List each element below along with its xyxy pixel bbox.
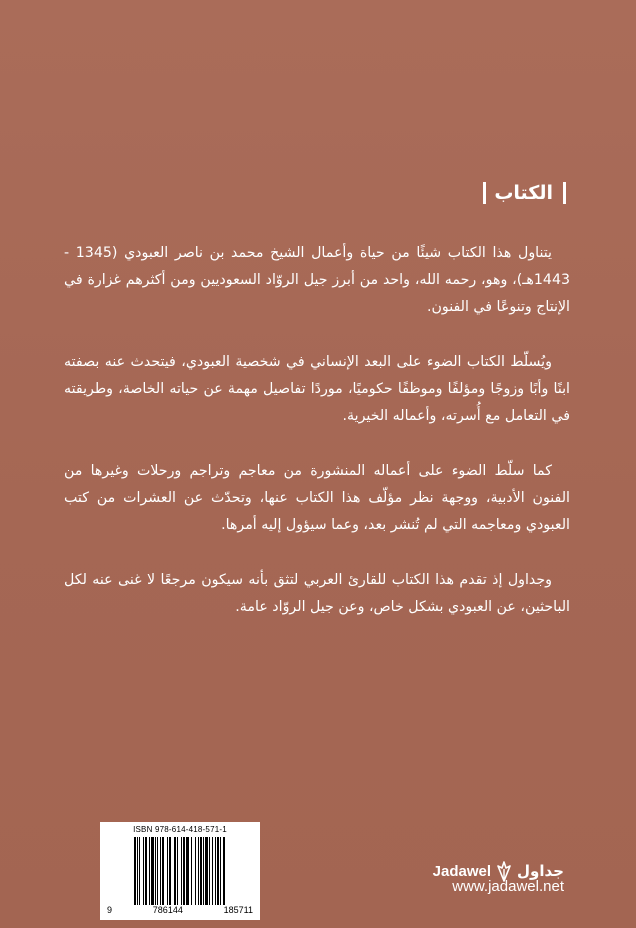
isbn-label: ISBN 978-614-418-571-1	[133, 825, 227, 834]
barcode-bar	[225, 837, 226, 905]
paragraph-2: ويُسلّط الكتاب الضوء على البعد الإنساني في شخصية العبودي، فيتحدث عنه بصفته ابنًا وأبًا وزوجًا ومؤلفًا وموظفًا حكوميًا، موردًا تفاصيل مهمة عن حياته الخاصة، وطريقته في التعامل مع أُسرته، وأعماله الخيرية.	[64, 354, 570, 424]
publisher-name-arabic: جداول	[517, 862, 564, 880]
heading-bar-left	[483, 182, 486, 204]
barcode-digits	[105, 905, 255, 916]
isbn-barcode	[100, 822, 260, 920]
section-heading	[483, 182, 566, 204]
publisher-website: www.jadawel.net	[452, 878, 564, 895]
heading-title: الكتاب	[494, 182, 553, 204]
barcode-bars	[105, 837, 255, 905]
paragraph-4: وجداول إذ تقدم هذا الكتاب للقارئ العربي لتثق بأنه سيكون مرجعًا لا غنى عنه لكل الباحثين، عن العبودي بشكل خاص، وعن جيل الروّاد عامة.	[64, 572, 570, 615]
barcode-digit-lead: 9	[107, 905, 113, 915]
paragraph-3: كما سلّط الضوء على أعماله المنشورة من معاجم وتراجم ورحلات وغيرها من الفنون الأدبية، ووجهة نظر مؤلّف هذا الكتاب عنها، وتحدّث عن العشرات من كتب العبودي ومعاجمه التي لم تُنشر بعد، وعما سيؤول إليه أمرها.	[64, 463, 570, 533]
barcode-digit-group-1: 786144	[152, 905, 183, 915]
heading-bar-right	[563, 182, 566, 204]
description-text	[64, 240, 570, 649]
barcode-digit-group-2: 185711	[223, 905, 253, 915]
publisher-name-latin: Jadawel	[432, 862, 492, 880]
paragraph-1: يتناول هذا الكتاب شيئًا من حياة وأعمال الشيخ محمد بن ناصر العبودي (1345 - 1443هـ)، وهو، رحمه الله، واحد من أبرز جيل الروّاد السعوديين ومن أكثرهم غزارة في الإنتاج وتنوعًا في الفنون.	[64, 245, 570, 315]
